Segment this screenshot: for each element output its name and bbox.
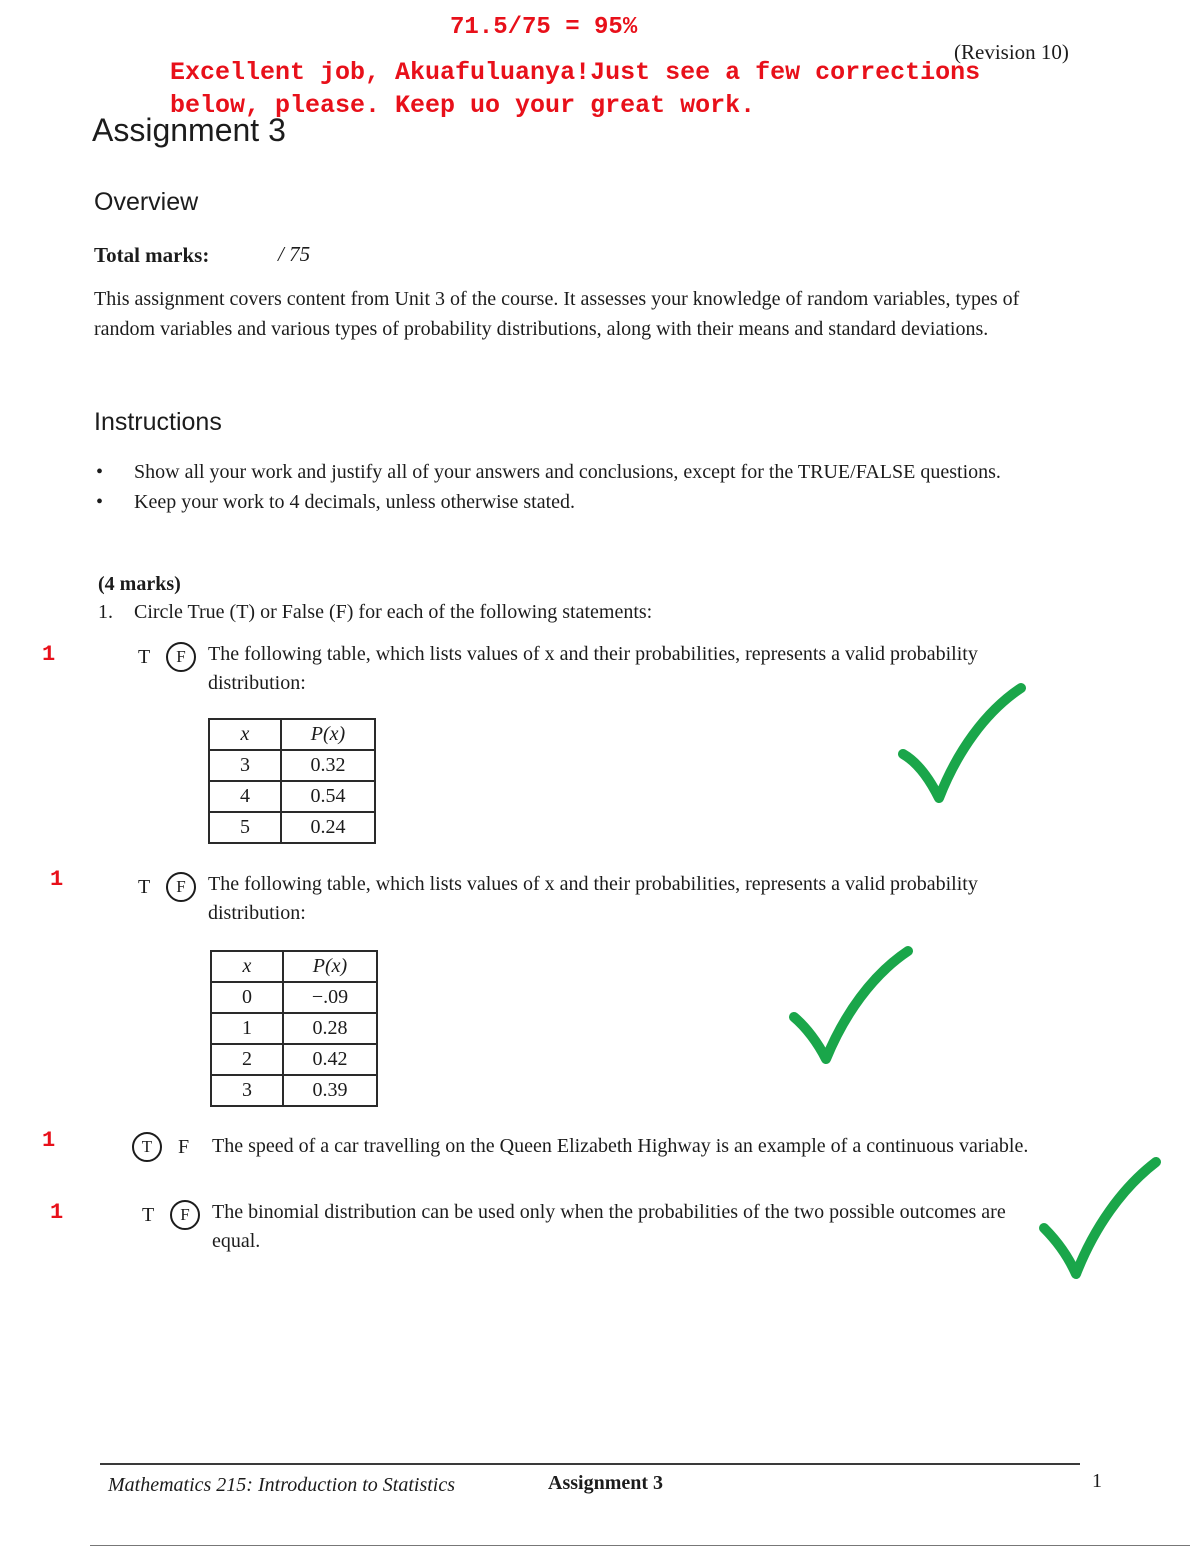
table-cell: 5 bbox=[209, 812, 281, 843]
circled-true-option: T bbox=[132, 1132, 162, 1162]
table-cell: 0.54 bbox=[281, 781, 375, 812]
table-row bbox=[209, 812, 375, 843]
statement-text: The following table, which lists values of x and their probabilities, represents a valid probability distribution: bbox=[208, 873, 978, 924]
footer-assignment-label: Assignment 3 bbox=[548, 1472, 664, 1494]
true-option: T bbox=[142, 1204, 155, 1226]
statement-text: The following table, which lists values of x and their probabilities, represents a valid probability distribution: bbox=[208, 643, 978, 694]
table-row bbox=[209, 781, 375, 812]
page-number: 1 bbox=[1092, 1470, 1102, 1492]
bullet-icon: • bbox=[96, 491, 104, 513]
table-cell: 4 bbox=[209, 781, 281, 812]
overview-description: This assignment covers content from Unit 3 of the course. It assesses your knowledge of random variables, types of random variables and various types of probability distributions, along with their means and standard deviations. bbox=[94, 288, 1020, 340]
table-header: P(x) bbox=[281, 719, 375, 750]
overview-heading: Overview bbox=[94, 188, 199, 216]
instruction-item bbox=[96, 488, 1076, 516]
table-cell: 0.39 bbox=[283, 1075, 377, 1106]
circled-false-option: F bbox=[170, 1200, 200, 1230]
page-bottom-line bbox=[90, 1545, 1190, 1546]
table-cell: 0.32 bbox=[281, 750, 375, 781]
instruction-item bbox=[96, 458, 1076, 486]
table-cell: 0 bbox=[211, 982, 283, 1013]
table-cell: 0.24 bbox=[281, 812, 375, 843]
probability-table bbox=[208, 718, 376, 844]
table-cell: 2 bbox=[211, 1044, 283, 1075]
true-option: T bbox=[138, 876, 151, 898]
circled-false-option: F bbox=[166, 872, 196, 902]
table-header-row bbox=[209, 719, 375, 750]
table-cell: 0.28 bbox=[283, 1013, 377, 1044]
bullet-icon: • bbox=[96, 461, 104, 483]
table-row bbox=[211, 1075, 377, 1106]
instruction-text: Keep your work to 4 decimals, unless otherwise stated. bbox=[134, 491, 576, 513]
side-mark: 1 bbox=[50, 1200, 64, 1225]
table-row bbox=[211, 1013, 377, 1044]
table-cell: 3 bbox=[209, 750, 281, 781]
side-mark: 1 bbox=[42, 642, 56, 667]
total-marks-label: Total marks: bbox=[94, 243, 210, 267]
table-row bbox=[211, 1044, 377, 1075]
revision-label: (Revision 10) bbox=[954, 40, 1069, 64]
table-cell: −.09 bbox=[283, 982, 377, 1013]
score-annotation: 71.5/75 = 95% bbox=[450, 14, 638, 41]
question-prompt: Circle True (T) or False (F) for each of the following statements: bbox=[134, 601, 653, 623]
circled-false-option: F bbox=[166, 642, 196, 672]
instructions-list bbox=[96, 458, 1076, 518]
total-marks-value: / 75 bbox=[278, 242, 311, 266]
table-cell: 0.42 bbox=[283, 1044, 377, 1075]
table-header: x bbox=[211, 951, 283, 982]
table-row bbox=[209, 750, 375, 781]
question-marks: (4 marks) bbox=[98, 573, 181, 595]
table-header-row bbox=[211, 951, 377, 982]
instructions-heading: Instructions bbox=[94, 408, 222, 436]
table-cell: 3 bbox=[211, 1075, 283, 1106]
question-prompt-line bbox=[98, 601, 652, 624]
table-header: x bbox=[209, 719, 281, 750]
table-header: P(x) bbox=[283, 951, 377, 982]
checkmark-icon bbox=[1036, 1156, 1164, 1284]
statement-text: The binomial distribution can be used only when the probabilities of the two possible outcomes are equal. bbox=[212, 1201, 1006, 1252]
statement-text: The speed of a car travelling on the Queen Elizabeth Highway is an example of a continuous variable. bbox=[212, 1135, 1029, 1157]
page-title: Assignment 3 bbox=[92, 112, 286, 148]
table-row bbox=[211, 982, 377, 1013]
instruction-text: Show all your work and justify all of your answers and conclusions, except for the TRUE/FALSE questions. bbox=[134, 461, 1001, 483]
table-cell: 1 bbox=[211, 1013, 283, 1044]
footer-divider bbox=[100, 1463, 1080, 1465]
false-option: F bbox=[178, 1136, 190, 1158]
side-mark: 1 bbox=[42, 1128, 56, 1153]
true-option: T bbox=[138, 646, 151, 668]
probability-table bbox=[210, 950, 378, 1107]
checkmark-icon bbox=[895, 682, 1030, 807]
side-mark: 1 bbox=[50, 867, 64, 892]
question-number: 1. bbox=[98, 601, 113, 623]
checkmark-icon bbox=[786, 945, 916, 1067]
grader-comment: Excellent job, Akuafuluanya!Just see a few corrections below, please. Keep uo your great work. bbox=[170, 58, 981, 120]
footer-course-title: Mathematics 215: Introduction to Statistics bbox=[108, 1474, 456, 1496]
